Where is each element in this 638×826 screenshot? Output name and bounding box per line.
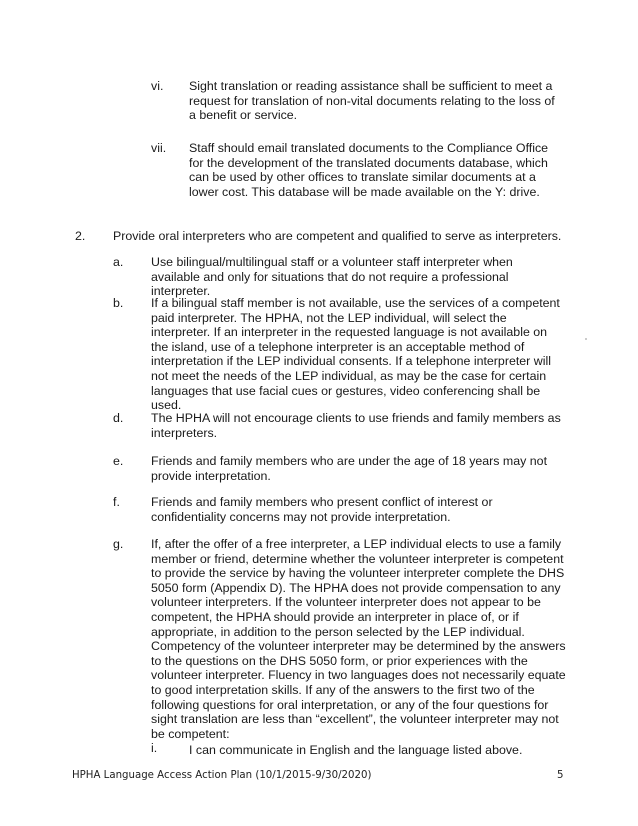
- list-item-text: I can communicate in English and the language listed above.: [189, 743, 523, 757]
- list-marker: b.: [113, 296, 124, 310]
- list-marker: vi.: [151, 79, 164, 93]
- list-item-text: The HPHA will not encourage clients to use friends and family members as interpreters.: [151, 411, 561, 440]
- list-item-text: If, after the offer of a free interpreter, a LEP individual elects to use a family member or friend, determine whether the volunteer interpreter is competent to provide the service by having the volunteer interpreter complete the DHS 5050 form (Appendix D). The HPHA does not provide compensation to any volunteer interpreters. If the volunteer interpreter does not appear to be competent, the HPHA should provide an interpreter in place of, or if appropriate, in addition to the person selected by the LEP individual. Competency of the volunteer interpreter may be determined by the answers to the questions on the DHS 5050 form, or prior experiences with the volunteer interpreter. Fluency in two languages does not necessarily equate to good interpretation skills. If any of the answers to the first two of the following questions for oral interpretation, or any of the four questions for sight translation are less than “excellent”, the volunteer interpreter may not be competent:: [151, 537, 566, 741]
- list-item-text: Sight translation or reading assistance shall be sufficient to meet a request for translation of non-vital documents relating to the loss of a benefit or service.: [189, 79, 555, 123]
- list-marker: a.: [113, 255, 124, 269]
- page-number: 5: [557, 770, 564, 781]
- list-item-text: If a bilingual staff member is not available, use the services of a competent paid interpreter. The HPHA, not the LEP individual, will select the interpreter. If an interpreter in the requested language is not available on the island, use of a telephone interpreter is an acceptable method of interpretation if the LEP individual consents. If a telephone interpreter will not meet the needs of the LEP individual, as may be the case for certain languages that use facial cues or gestures, video conferencing shall be used.: [151, 296, 560, 413]
- list-marker: d.: [113, 411, 124, 425]
- list-marker: vii.: [151, 141, 167, 155]
- list-item-text: Staff should email translated documents to the Compliance Office for the development of the translated documents database, which can be used by other offices to translate similar documents at a lower cost. This database will be made available on the Y: drive.: [189, 141, 549, 199]
- list-marker: f.: [113, 495, 120, 509]
- list-item-text: Friends and family members who are under the age of 18 years may not provide interpretation.: [151, 454, 548, 483]
- scan-speck: [585, 338, 587, 340]
- list-marker: e.: [113, 454, 124, 468]
- footer-title: HPHA Language Access Action Plan (10/1/2015-9/30/2020): [72, 770, 372, 781]
- section-number: 2.: [75, 229, 86, 243]
- list-marker: i.: [151, 741, 158, 755]
- list-marker: g.: [113, 537, 124, 551]
- section-heading: Provide oral interpreters who are competent and qualified to serve as interpreters.: [113, 229, 562, 243]
- list-item-text: Use bilingual/multilingual staff or a volunteer staff interpreter when available and only for situations that do not require a professional interpreter.: [151, 255, 513, 299]
- list-item-text: Friends and family members who present conflict of interest or confidentiality concerns may not provide interpretation.: [151, 495, 493, 524]
